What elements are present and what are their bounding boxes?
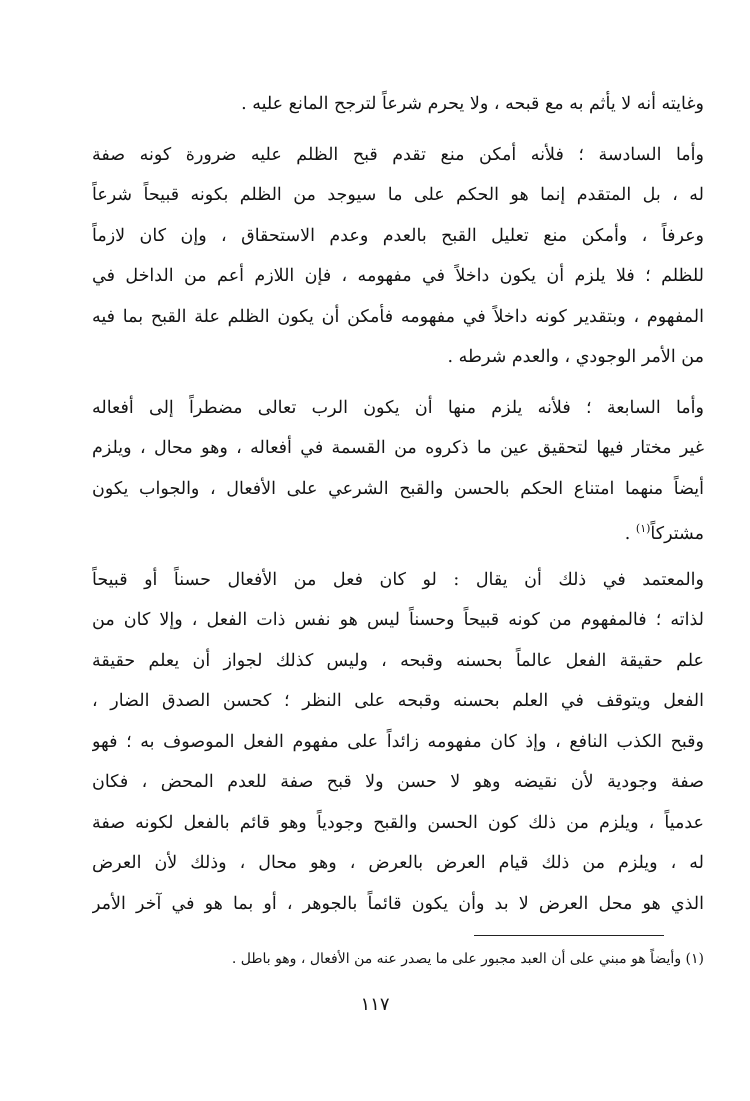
text-line: الذي هو محل العرض لا بد وأن يكون قائماً بالجوهر ، أو بما هو في آخر الأمر bbox=[92, 893, 704, 914]
body-text bbox=[92, 84, 704, 924]
text-line: وأما السادسة ؛ فلأنه أمكن منع تقدم قبح الظلم عليه ضرورة كونه صفة bbox=[92, 144, 704, 165]
paragraph bbox=[92, 560, 704, 925]
text-line: لذاته ؛ فالمفهوم من كونه قبيحاً وحسناً ليس هو نفس ذات الفعل ، وإلا كان من bbox=[92, 610, 704, 630]
text-line: من الأمر الوجودي ، والعدم شرطه . bbox=[447, 347, 704, 367]
footnote-marker: (١) bbox=[635, 522, 651, 535]
footnote: (١) وأيضاً هو مبني على أن العبد مجبور على ما يصدر عنه من الأفعال ، وهو باطل . bbox=[231, 951, 704, 967]
text-line: وغايته أنه لا يأثم به مع قبحه ، ولا يحرم شرعاً لترجح المانع عليه . bbox=[241, 94, 704, 114]
paragraph bbox=[92, 388, 704, 550]
text-line bbox=[92, 509, 704, 550]
text-line: علم حقيقة الفعل عالماً بحسنه وقبحه ، وليس كذلك لجواز أن يعلم حقيقة bbox=[92, 650, 704, 671]
text-line: له ، بل المتقدم إنما هو الحكم على ما سيوجد من الظلم بكونه قبيحاً شرعاً bbox=[92, 185, 704, 205]
text-fragment: . bbox=[624, 523, 636, 544]
text-line: المفهوم ، وبتقدير كونه داخلاً في مفهومه فأمكن أن يكون الظلم علة القبح بما فيه bbox=[92, 306, 704, 327]
text-line: أيضاً منهما امتناع الحكم بالحسن والقبح الشرعي على الأفعال ، والجواب يكون bbox=[92, 478, 704, 499]
paragraph bbox=[92, 84, 704, 125]
text-line: وقبح الكذب النافع ، وإذ كان مفهومه زائداً على مفهوم الفعل الموصوف به ؛ فهو bbox=[92, 731, 704, 752]
text-line: غير مختار فيها لتحقيق عين ما ذكروه من القسمة في أفعاله ، وهو محال ، ويلزم bbox=[92, 438, 704, 458]
text-fragment: مشتركاً bbox=[650, 523, 704, 544]
text-line: عدمياً ، ويلزم من ذلك كون الحسن والقبح وجودياً وهو قائم بالفعل لكونه صفة bbox=[92, 812, 704, 833]
footnote-divider bbox=[474, 935, 664, 936]
text-line: وأما السابعة ؛ فلأنه يلزم منها أن يكون الرب تعالى مضطراً إلى أفعاله bbox=[92, 397, 704, 418]
text-line: الفعل ويتوقف في العلم بحسنه وقبحه على النظر ؛ كحسن الصدق الضار ، bbox=[92, 691, 704, 711]
text-line: للظلم ؛ فلا يلزم أن يكون داخلاً في مفهومه ، فإن اللازم أعم من الداخل في bbox=[92, 266, 704, 286]
text-line: صفة وجودية لأن نقيضه وهو لا حسن ولا قبح صفة للعدم المحض ، فكان bbox=[92, 772, 704, 792]
text-line: وعرفاً ، وأمكن منع تعليل القبح بالعدم وعدم الاستحقاق ، وإن كان لازماً bbox=[92, 225, 704, 246]
page-number: ١١٧ bbox=[360, 994, 390, 1015]
paragraph bbox=[92, 135, 704, 378]
text-line: والمعتمد في ذلك أن يقال : لو كان فعل من الأفعال حسناً أو قبيحاً bbox=[92, 569, 704, 590]
text-line: له ، ويلزم من ذلك قيام العرض بالعرض ، وهو محال ، وذلك لأن العرض bbox=[92, 853, 704, 873]
